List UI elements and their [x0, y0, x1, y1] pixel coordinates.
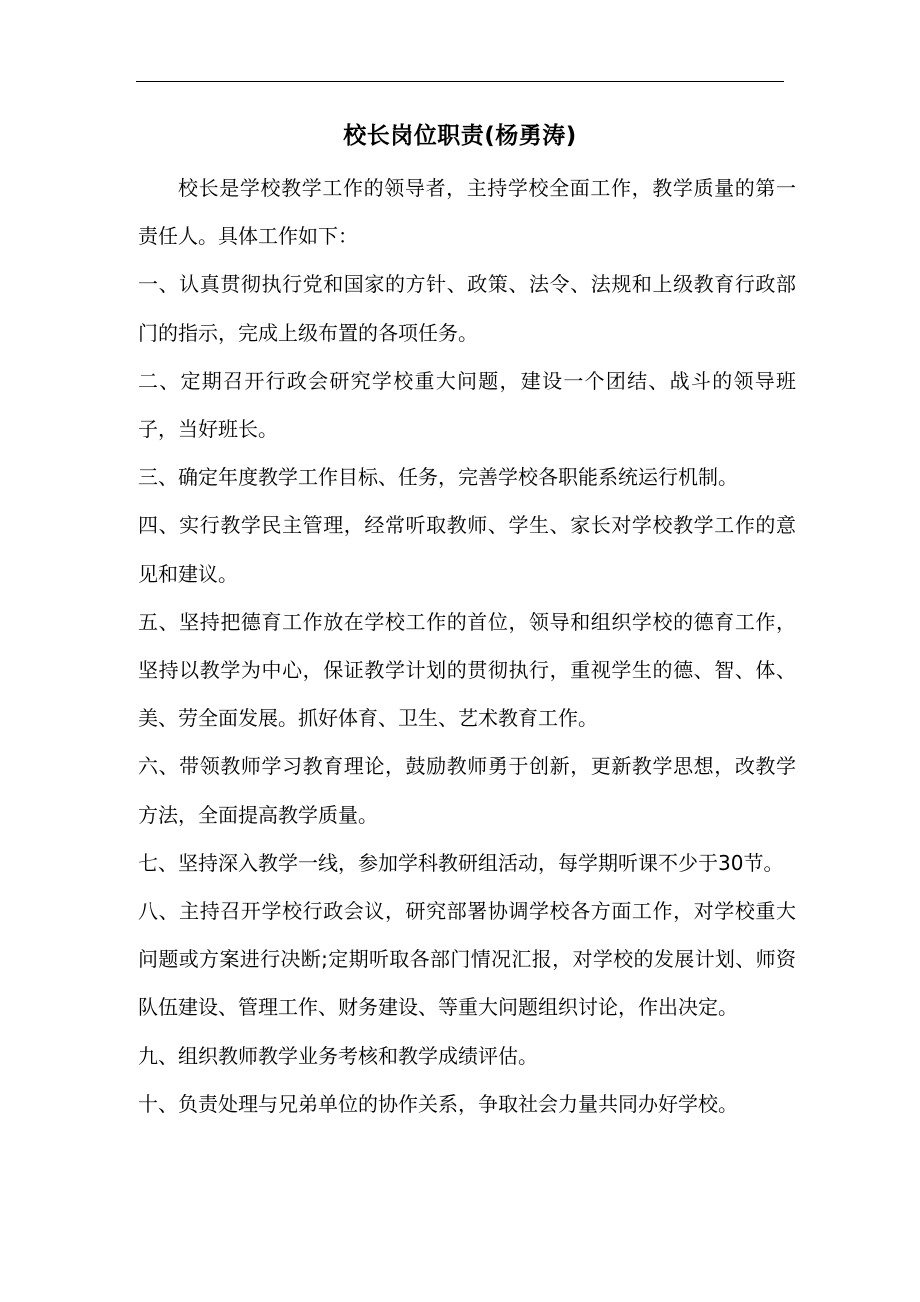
header-rule	[136, 81, 784, 82]
document-body	[138, 164, 796, 1128]
duty-item: 四、实行教学民主管理，经常听取教师、学生、家长对学校教学工作的意见和建议。	[138, 513, 796, 586]
duty-item: 八、主持召开学校行政会议，研究部署协调学校各方面工作，对学校重大问题或方案进行决断;定期听取各部门情况汇报，对学校的发展计划、师资队伍建设、管理工作、财务建设、等重大问题组织讨论，作出决定。	[138, 899, 796, 1020]
duty-item: 十、负责处理与兄弟单位的协作关系，争取社会力量共同办好学校。	[138, 1091, 738, 1116]
duty-item: 二、定期召开行政会研究学校重大问题，建设一个团结、战斗的领导班子，当好班长。	[138, 368, 796, 442]
duty-item: 三、确定年度教学工作目标、任务，完善学校各职能系统运行机制。	[138, 465, 738, 490]
duty-item: 六、带领教师学习教育理论，鼓励教师勇于创新，更新教学思想，改教学方法，全面提高教学质量。	[138, 754, 796, 827]
document-title: 校长岗位职责(杨勇涛)	[343, 123, 577, 149]
intro-paragraph: 校长是学校教学工作的领导者，主持学校全面工作，教学质量的第一责任人。具体工作如下：	[138, 176, 796, 249]
duty-item: 五、坚持把德育工作放在学校工作的首位，领导和组织学校的德育工作，坚持以教学为中心，保证教学计划的贯彻执行，重视学生的德、智、体、美、劳全面发展。抓好体育、卫生、艺术教育工作。	[138, 609, 796, 731]
duty-item: 一、认真贯彻执行党和国家的方针、政策、法令、法规和上级教育行政部门的指示，完成上级布置的各项任务。	[138, 272, 796, 345]
duty-item: 七、坚持深入教学一线，参加学科教研组活动，每学期听课不少于30节。	[138, 850, 784, 875]
duty-item: 九、组织教师教学业务考核和教学成绩评估。	[138, 1043, 538, 1068]
